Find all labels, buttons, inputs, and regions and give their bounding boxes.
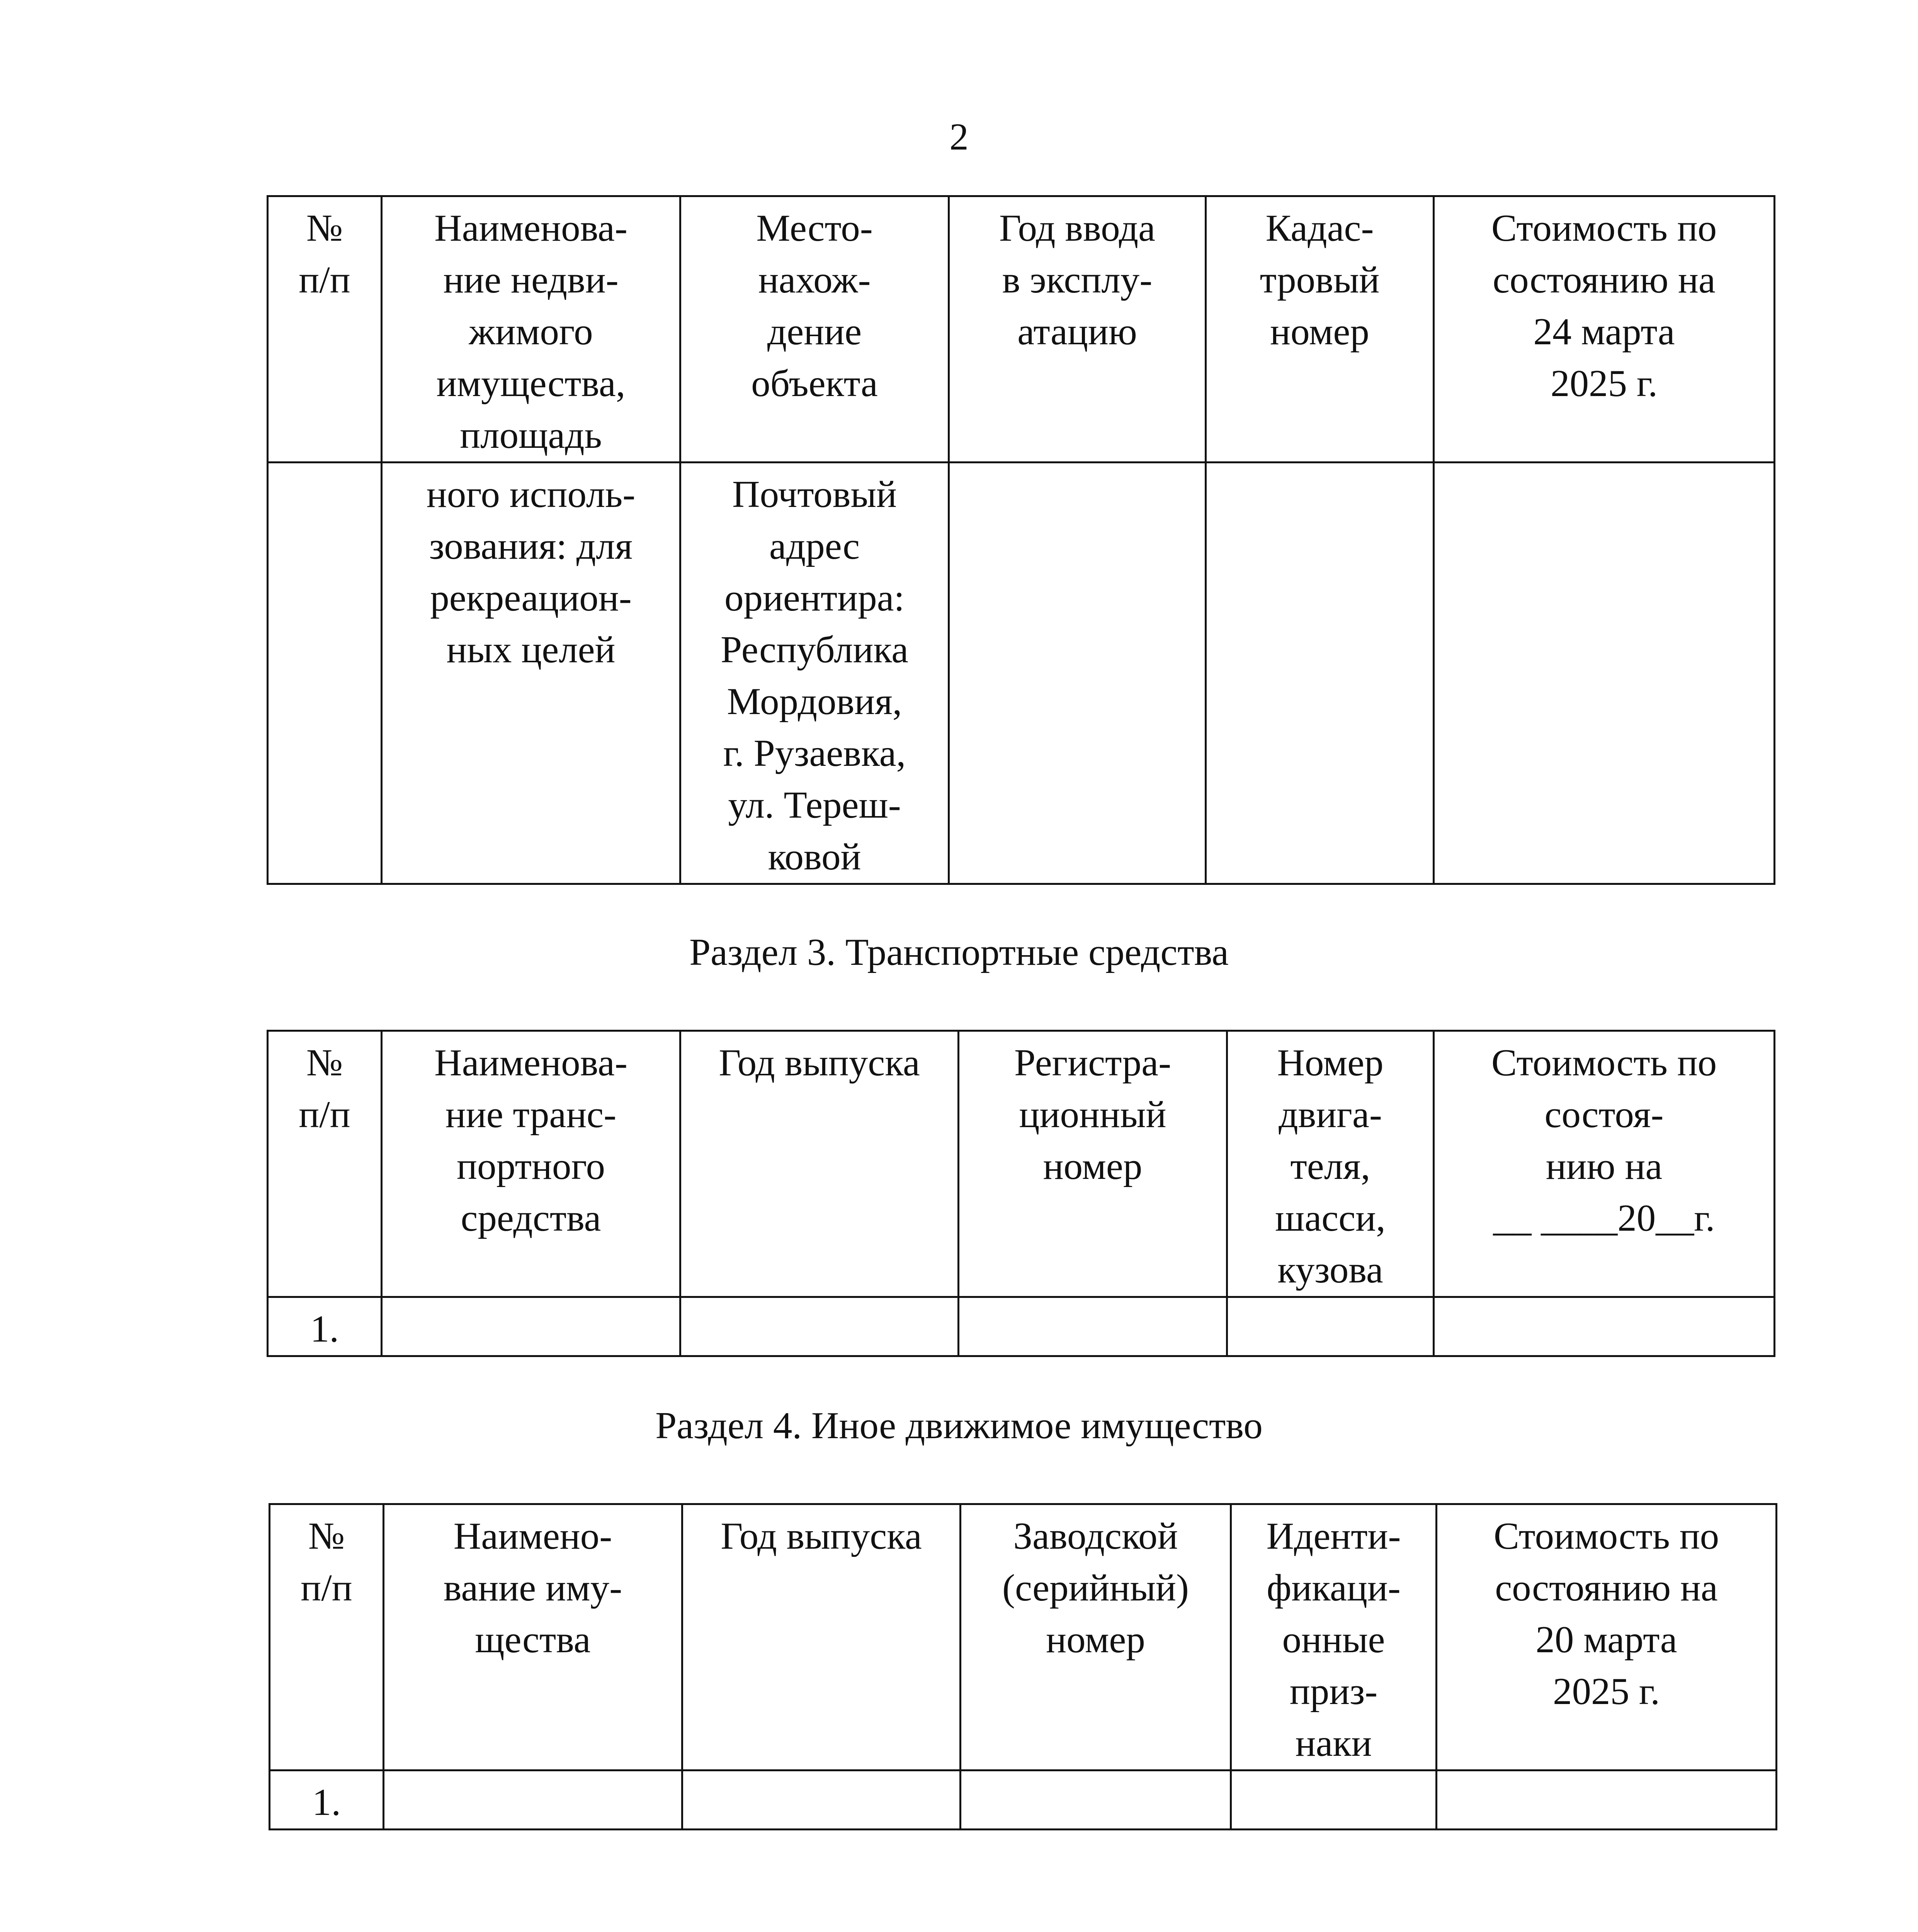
cell-location: Почтовый адрес ориентира: Республика Мордовия, г. Рузаевка, ул. Тереш- ковой	[680, 463, 949, 884]
header-cell-number: № п/п	[268, 196, 382, 463]
table-header-row	[268, 196, 1775, 463]
cell-year	[682, 1770, 961, 1830]
header-cell-registration: Регистра- ционный номер	[959, 1031, 1227, 1297]
table-header-row	[268, 1031, 1775, 1297]
table-row	[268, 1297, 1775, 1356]
page-number: 2	[949, 116, 969, 158]
cell-year	[949, 463, 1206, 884]
header-cell-name: Наименова- ние транс- портного средства	[382, 1031, 680, 1297]
header-cell-identification: Иденти- фикаци- онные приз- наки	[1231, 1504, 1437, 1770]
header-cell-location: Место- нахож- дение объекта	[680, 196, 949, 463]
cell-number: 1.	[268, 1297, 382, 1356]
header-cell-name: Наименова- ние недви- жимого имущества, площадь	[382, 196, 680, 463]
header-cell-number: № п/п	[270, 1504, 384, 1770]
vehicles-table	[267, 1030, 1775, 1357]
header-cell-year: Год выпуска	[680, 1031, 959, 1297]
section-4-title: Раздел 4. Иное движимое имущество	[655, 1405, 1263, 1447]
cell-number	[268, 463, 382, 884]
header-cell-name: Наимено- вание иму- щества	[384, 1504, 682, 1770]
section-3-title: Раздел 3. Транспортные средства	[689, 931, 1229, 973]
cell-name	[384, 1770, 682, 1830]
cell-cost	[1434, 1297, 1775, 1356]
cell-identification	[1231, 1770, 1437, 1830]
cell-cost	[1434, 463, 1775, 884]
table-header-row	[270, 1504, 1777, 1770]
cell-cost	[1437, 1770, 1777, 1830]
header-cell-number: № п/п	[268, 1031, 382, 1297]
header-cell-year: Год выпуска	[682, 1504, 961, 1770]
header-cell-cost: Стоимость по состоянию на 20 марта 2025 г.	[1437, 1504, 1777, 1770]
cell-year	[680, 1297, 959, 1356]
cell-serial	[961, 1770, 1231, 1830]
real-estate-table	[267, 195, 1775, 885]
cell-name	[382, 1297, 680, 1356]
header-cell-cadastral: Кадас- тровый номер	[1206, 196, 1434, 463]
cell-cadastral	[1206, 463, 1434, 884]
other-property-table	[269, 1503, 1777, 1830]
cell-number: 1.	[270, 1770, 384, 1830]
header-cell-engine: Номер двига- теля, шасси, кузова	[1227, 1031, 1434, 1297]
header-cell-cost: Стоимость по состоянию на 24 марта 2025 г.	[1434, 196, 1775, 463]
cell-name: ного исполь- зования: для рекреацион- ных целей	[382, 463, 680, 884]
header-cell-serial: Заводской (серийный) номер	[961, 1504, 1231, 1770]
header-cell-year: Год ввода в эксплу- атацию	[949, 196, 1206, 463]
table-row	[270, 1770, 1777, 1830]
cell-engine	[1227, 1297, 1434, 1356]
cell-registration	[959, 1297, 1227, 1356]
table-row	[268, 463, 1775, 884]
header-cell-cost: Стоимость по состоя- нию на __ ____20__г.	[1434, 1031, 1775, 1297]
